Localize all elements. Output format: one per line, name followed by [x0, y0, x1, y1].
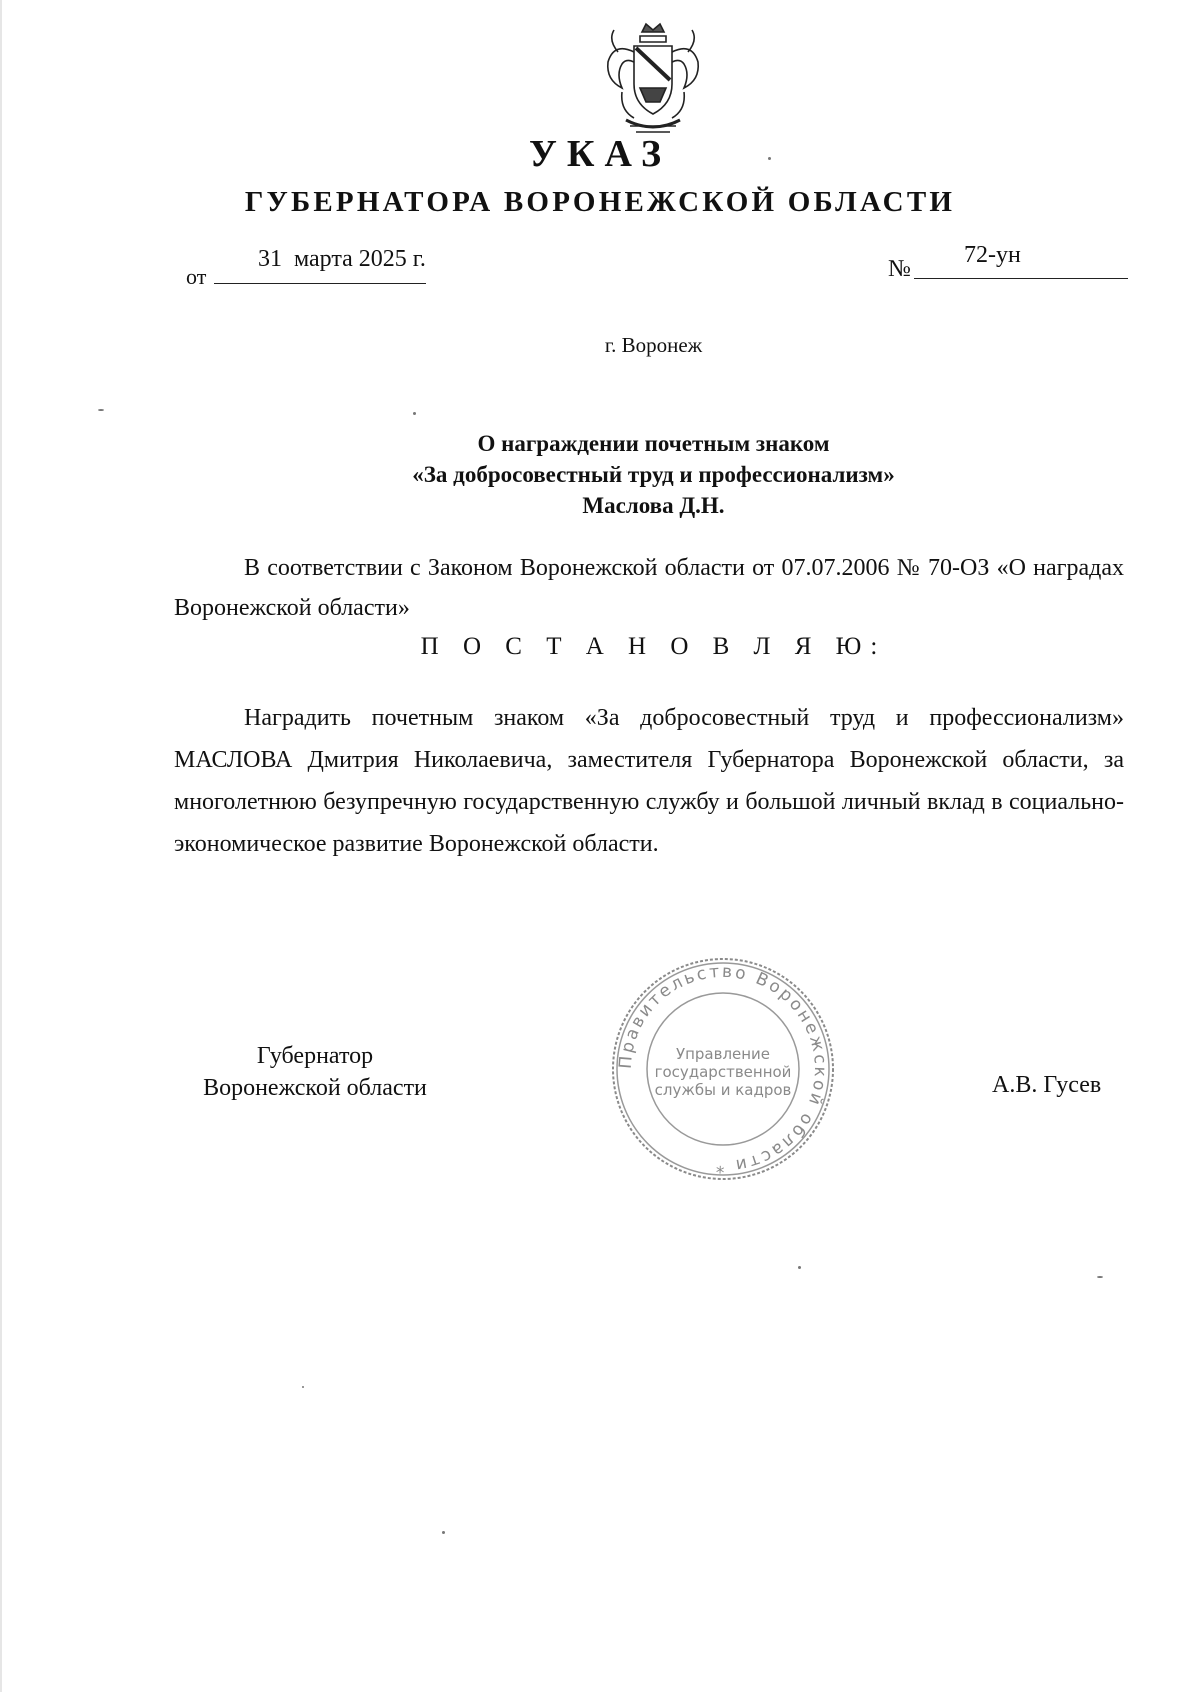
scan-speck: [1097, 1276, 1103, 1278]
document-title: [0, 428, 1200, 521]
seal-outer-text: Правительство Воронежской области *: [615, 961, 831, 1177]
date-underline: [214, 283, 426, 284]
scan-speck: [768, 157, 771, 160]
decree-word: П О С Т А Н О В Л Я Ю:: [420, 633, 887, 660]
title-line-2: «За добросовестный труд и профессионализм»: [412, 462, 895, 487]
scan-speck: [798, 1266, 801, 1269]
number-prefix: №: [888, 256, 911, 282]
title-line-1: О награждении почетным знаком: [477, 431, 830, 456]
number-underline: [914, 278, 1128, 279]
document-type: УКАЗ: [529, 133, 671, 175]
seal-inner-line-3: службы и кадров: [654, 1081, 792, 1099]
official-seal-icon: [610, 956, 836, 1182]
resolution-text: Наградить почетным знаком «За добросовестный труд и профессионализм» МАСЛОВА Дмитрия Николаевича, заместителя Губернатора Воронежской области, за многолетнюю безупречную государственную службу и большой личный вклад в социально-экономическое развитие Воронежской области.: [174, 705, 1124, 857]
scan-edge: [0, 0, 2, 1692]
scan-speck: [413, 412, 416, 415]
coat-of-arms-icon: [600, 22, 706, 140]
document-date: 31 марта 2025 г.: [258, 246, 426, 272]
seal-inner-line-2: государственной: [654, 1063, 792, 1081]
document-number: 72-ун: [964, 242, 1021, 268]
seal-inner-line-1: Управление: [675, 1045, 771, 1063]
signatory-name: А.В. Гусев: [992, 1072, 1102, 1098]
city: г. Воронеж: [604, 333, 703, 357]
issuer-title: ГУБЕРНАТОРА ВОРОНЕЖСКОЙ ОБЛАСТИ: [244, 186, 956, 218]
scan-speck: [442, 1531, 445, 1534]
legal-basis: В соответствии с Законом Воронежской области от 07.07.2006 № 70-ОЗ «О наградах Воронежской области»: [174, 555, 1124, 621]
title-line-3: Маслова Д.Н.: [582, 493, 725, 518]
scan-speck: [302, 1386, 304, 1388]
date-prefix: от: [186, 264, 207, 289]
scan-speck: [98, 409, 104, 411]
signatory-position-line-1: Губернатор: [256, 1043, 374, 1069]
signatory-position: [180, 1040, 450, 1104]
signatory-position-line-2: Воронежской области: [203, 1075, 427, 1101]
